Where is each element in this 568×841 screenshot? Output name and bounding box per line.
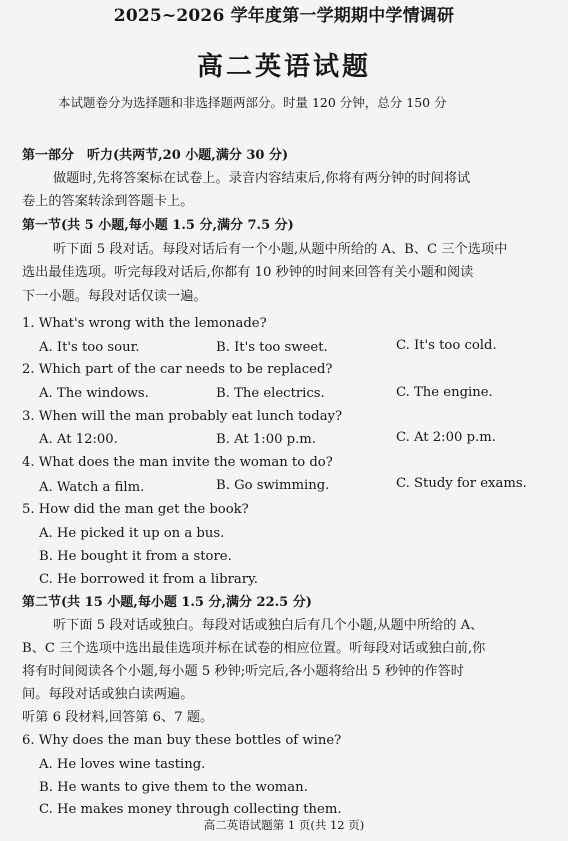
subject-title: 高二英语试题 xyxy=(196,52,371,82)
option-c: C. It's too cold. xyxy=(396,338,497,353)
part1-heading: 第一部分 听力(共两节,20 小题,满分 30 分) xyxy=(22,148,289,163)
option-c: C. Study for exams. xyxy=(396,476,527,491)
option-c: C. At 2:00 p.m. xyxy=(396,430,496,445)
option-a: A. Watch a film. xyxy=(39,480,145,495)
option-c: C. The engine. xyxy=(396,385,493,400)
section2-instruction-line: 听下面 5 段对话或独白。每段对话或独白后有几个小题,从题中所给的 A、 xyxy=(53,618,484,633)
option-a: A. He picked it up on a bus. xyxy=(39,526,225,541)
section1-instruction-line: 选出最佳选项。听完每段对话后,你都有 10 秒钟的时间来回答有关小题和阅读 xyxy=(22,265,474,280)
part1-instruction-line: 卷上的答案转涂到答题卡上。 xyxy=(22,194,194,209)
option-a: A. He loves wine tasting. xyxy=(39,757,206,772)
option-a: A. It's too sour. xyxy=(39,340,140,355)
section1-heading: 第一节(共 5 小题,每小题 1.5 分,满分 7.5 分) xyxy=(22,218,294,233)
option-c: C. He makes money through collecting them. xyxy=(39,802,342,817)
part1-instruction-line: 做题时,先将答案标在试卷上。录音内容结束后,你将有两分钟的时间将试 xyxy=(53,171,471,186)
section2-instruction-line: 间。每段对话或独白读两遍。 xyxy=(22,687,194,702)
question-stem: 4. What does the man invite the woman to do? xyxy=(22,455,333,470)
option-b: B. At 1:00 p.m. xyxy=(216,432,316,447)
option-b: B. The electrics. xyxy=(216,386,325,401)
section2-heading: 第二节(共 15 小题,每小题 1.5 分,满分 22.5 分) xyxy=(22,595,312,610)
section2-instruction-line: 将有时间阅读各个小题,每小题 5 秒钟;听完后,各小题将给出 5 秒钟的作答时 xyxy=(22,664,464,679)
section2-instruction-line: B、C 三个选项中选出最佳选项并标在试卷的相应位置。听每段对话或独白前,你 xyxy=(22,641,486,656)
option-b: B. Go swimming. xyxy=(216,478,330,493)
exam-note: 本试题卷分为选择题和非选择题两部分。时量 120 分钟，总分 150 分 xyxy=(58,95,447,110)
question-stem: 1. What's wrong with the lemonade? xyxy=(22,316,267,331)
section1-instruction-line: 下一小题。每段对话仅读一遍。 xyxy=(22,289,207,304)
question-stem: 3. When will the man probably eat lunch today? xyxy=(22,409,343,424)
page-footer: 高二英语试题第 1 页(共 12 页) xyxy=(203,818,365,832)
question-stem: 5. How did the man get the book? xyxy=(22,502,249,517)
exam-title: 2025~2026 学年度第一学期期中学情调研 xyxy=(113,6,455,26)
option-b: B. It's too sweet. xyxy=(216,340,328,355)
option-b: B. He bought it from a store. xyxy=(39,549,232,564)
question-stem: 2. Which part of the car needs to be replaced? xyxy=(22,362,333,377)
question-stem: 6. Why does the man buy these bottles of wine? xyxy=(22,733,342,748)
material-note: 听第 6 段材料,回答第 6、7 题。 xyxy=(22,710,214,725)
option-a: A. The windows. xyxy=(39,386,149,401)
section1-instruction-line: 听下面 5 段对话。每段对话后有一个小题,从题中所给的 A、B、C 三个选项中 xyxy=(53,242,508,257)
option-c: C. He borrowed it from a library. xyxy=(39,572,258,587)
option-b: B. He wants to give them to the woman. xyxy=(39,780,308,795)
option-a: A. At 12:00. xyxy=(39,432,118,447)
